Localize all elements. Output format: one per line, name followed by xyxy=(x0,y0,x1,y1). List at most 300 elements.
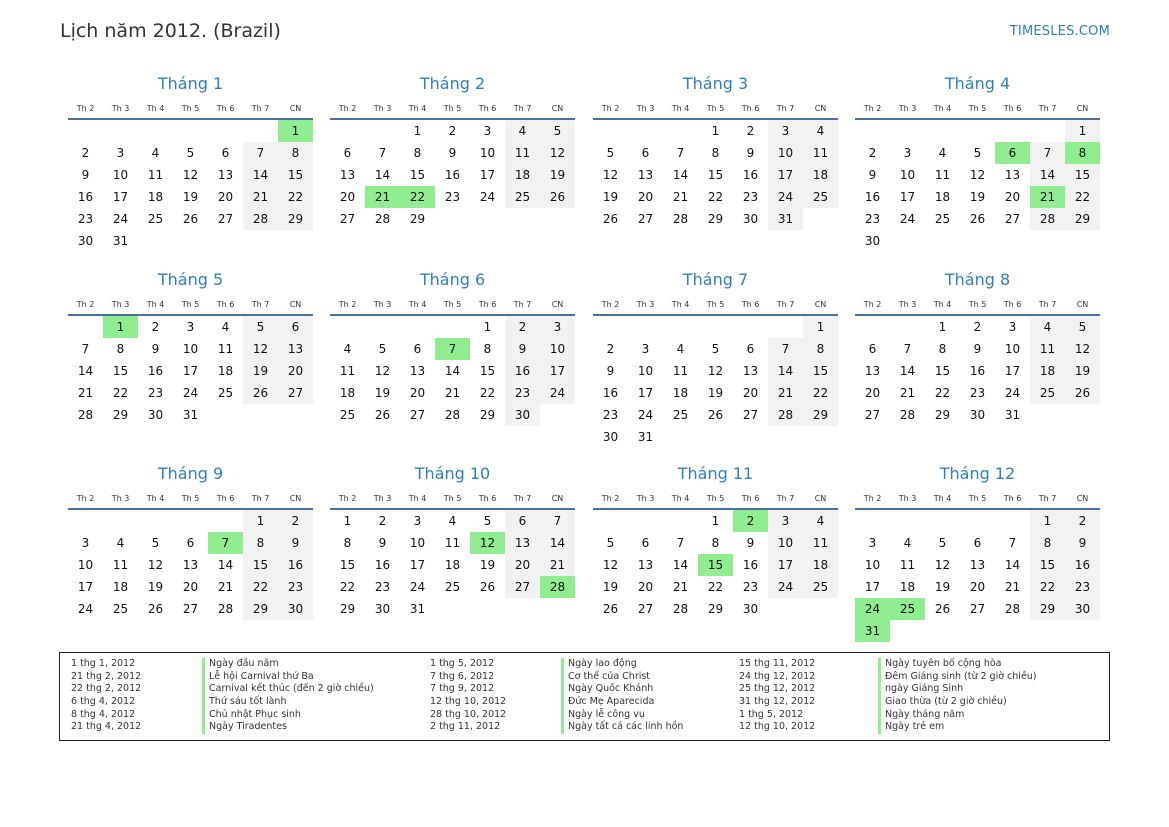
month-title: Tháng 5 xyxy=(157,270,224,289)
day-cell: 15 xyxy=(1030,554,1065,576)
month-title: Tháng 6 xyxy=(419,270,486,289)
day-cell: 5 xyxy=(540,120,575,142)
day-cell: 26 xyxy=(540,186,575,208)
day-grid xyxy=(68,510,313,646)
weekday-label: Th 5 xyxy=(706,300,725,309)
legend-date: 25 thg 12, 2012 xyxy=(739,683,816,695)
day-cell: 18 xyxy=(444,558,461,572)
weekday-label: Th 4 xyxy=(671,300,690,309)
brand-link[interactable]: TIMESLES.COM xyxy=(1009,24,1110,39)
day-cell: 7 xyxy=(676,536,685,550)
weekday-label: Th 7 xyxy=(1038,494,1057,503)
day-cell: 25 xyxy=(934,212,951,226)
day-cell: 7 xyxy=(1008,536,1017,550)
day-cell: 26 xyxy=(182,212,199,226)
day-cell: 8 xyxy=(278,142,313,164)
day-cell: 15 xyxy=(479,364,496,378)
day-cell: 30 xyxy=(742,602,759,616)
day-cell: 24 xyxy=(540,382,575,404)
page-title: Lịch năm 2012. (Brazil) xyxy=(60,20,281,42)
day-cell: 8 xyxy=(803,338,838,360)
day-cell: 11 xyxy=(934,168,951,182)
weekday-label: Th 7 xyxy=(776,300,795,309)
weekday-label: Th 4 xyxy=(671,104,690,113)
day-cell: 19 xyxy=(707,386,724,400)
day-cell: 26 xyxy=(602,212,619,226)
holiday-day-cell: 1 xyxy=(278,120,313,142)
day-cell: 16 xyxy=(374,558,391,572)
day-cell: 5 xyxy=(378,342,387,356)
day-cell: 20 xyxy=(864,386,881,400)
day-cell: 16 xyxy=(602,386,619,400)
day-cell: 7 xyxy=(676,146,685,160)
day-grid xyxy=(593,120,838,256)
weekday-label: Th 7 xyxy=(513,104,532,113)
day-cell: 5 xyxy=(606,536,615,550)
day-cell: 1 xyxy=(1065,120,1100,142)
day-cell: 22 xyxy=(707,580,724,594)
holiday-day-cell: 28 xyxy=(540,576,575,598)
day-cell: 28 xyxy=(768,404,803,426)
day-cell: 22 xyxy=(934,386,951,400)
weekday-header xyxy=(68,494,313,506)
day-cell: 2 xyxy=(448,124,457,138)
day-cell: 10 xyxy=(864,558,881,572)
day-cell: 14 xyxy=(243,164,278,186)
legend-holiday-name: Thứ sáu tốt lành xyxy=(202,696,374,709)
weekday-label: Th 2 xyxy=(76,494,95,503)
day-cell: 15 xyxy=(278,164,313,186)
holiday-day-cell: 25 xyxy=(890,598,925,620)
day-cell: 20 xyxy=(1004,190,1021,204)
legend-holiday-name: Giao thừa (từ 2 giờ chiều) xyxy=(878,696,1037,709)
day-cell: 15 xyxy=(112,364,129,378)
day-cell: 2 xyxy=(278,510,313,532)
day-cell: 1 xyxy=(243,510,278,532)
day-cell: 17 xyxy=(479,168,496,182)
day-cell: 13 xyxy=(217,168,234,182)
holiday-legend xyxy=(59,652,1110,741)
day-cell: 14 xyxy=(77,364,94,378)
day-cell: 30 xyxy=(602,430,619,444)
weekday-label: Th 6 xyxy=(1003,104,1022,113)
day-cell: 30 xyxy=(864,234,881,248)
day-cell: 10 xyxy=(479,146,496,160)
day-cell: 6 xyxy=(641,536,650,550)
day-cell: 7 xyxy=(243,142,278,164)
day-cell: 19 xyxy=(479,558,496,572)
month-title: Tháng 1 xyxy=(157,74,224,93)
day-cell: 6 xyxy=(413,342,422,356)
weekday-label: Th 7 xyxy=(513,494,532,503)
day-cell: 11 xyxy=(147,168,164,182)
weekday-header xyxy=(855,300,1100,312)
day-cell: 17 xyxy=(540,360,575,382)
day-cell: 13 xyxy=(742,364,759,378)
day-cell: 8 xyxy=(711,146,720,160)
weekday-label: Th 3 xyxy=(111,494,130,503)
day-cell: 12 xyxy=(374,364,391,378)
day-cell: 3 xyxy=(768,120,803,142)
day-cell: 21 xyxy=(217,580,234,594)
legend-date: 7 thg 9, 2012 xyxy=(430,683,495,695)
day-cell: 22 xyxy=(803,382,838,404)
day-cell: 8 xyxy=(1030,532,1065,554)
holiday-day-cell: 22 xyxy=(400,186,435,208)
day-cell: 2 xyxy=(973,320,982,334)
day-cell: 25 xyxy=(803,576,838,598)
day-cell: 20 xyxy=(742,386,759,400)
legend-holiday-name: Ngày tất cả các linh hồn xyxy=(561,721,683,734)
day-cell: 17 xyxy=(409,558,426,572)
day-cell: 28 xyxy=(217,602,234,616)
day-cell: 29 xyxy=(243,598,278,620)
weekday-label: Th 7 xyxy=(251,300,270,309)
day-cell: 19 xyxy=(147,580,164,594)
weekday-label: Th 3 xyxy=(898,494,917,503)
day-cell: 27 xyxy=(278,382,313,404)
holiday-day-cell: 8 xyxy=(1065,142,1100,164)
weekday-label: Th 6 xyxy=(741,104,760,113)
legend-names-col-1 xyxy=(202,658,374,734)
day-cell: 13 xyxy=(339,168,356,182)
day-cell: 6 xyxy=(868,342,877,356)
month-title: Tháng 10 xyxy=(414,464,491,483)
day-cell: 18 xyxy=(899,580,916,594)
day-cell: 24 xyxy=(479,190,496,204)
legend-holiday-name: Ngày lao động xyxy=(561,658,683,671)
day-cell: 6 xyxy=(343,146,352,160)
day-cell: 7 xyxy=(903,342,912,356)
day-cell: 21 xyxy=(444,386,461,400)
weekday-label: Th 7 xyxy=(776,494,795,503)
weekday-label: Th 2 xyxy=(76,104,95,113)
day-cell: 29 xyxy=(803,404,838,426)
legend-date: 21 thg 4, 2012 xyxy=(71,721,142,733)
weekday-label: Th 5 xyxy=(181,300,200,309)
day-cell: 1 xyxy=(803,316,838,338)
legend-holiday-name: Ngày Quốc Khánh xyxy=(561,683,683,696)
day-cell: 11 xyxy=(1030,338,1065,360)
day-cell: 12 xyxy=(707,364,724,378)
day-cell: 5 xyxy=(243,316,278,338)
day-cell: 14 xyxy=(374,168,391,182)
weekday-label: CN xyxy=(289,494,302,503)
weekday-label: Th 3 xyxy=(373,104,392,113)
day-cell: 30 xyxy=(742,212,759,226)
day-cell: 1 xyxy=(711,124,720,138)
day-cell: 27 xyxy=(1004,212,1021,226)
day-cell: 10 xyxy=(637,364,654,378)
day-cell: 5 xyxy=(973,146,982,160)
day-cell: 16 xyxy=(1065,554,1100,576)
day-cell: 12 xyxy=(969,168,986,182)
day-cell: 13 xyxy=(1004,168,1021,182)
day-cell: 14 xyxy=(444,364,461,378)
day-cell: 20 xyxy=(637,190,654,204)
weekday-label: Th 3 xyxy=(111,300,130,309)
weekday-label: Th 4 xyxy=(933,300,952,309)
weekday-label: Th 2 xyxy=(863,104,882,113)
day-cell: 15 xyxy=(339,558,356,572)
day-cell: 4 xyxy=(151,146,160,160)
weekday-label: Th 4 xyxy=(408,104,427,113)
day-cell: 5 xyxy=(1065,316,1100,338)
day-cell: 13 xyxy=(969,558,986,572)
day-cell: 6 xyxy=(973,536,982,550)
day-cell: 5 xyxy=(938,536,947,550)
weekday-label: CN xyxy=(551,104,564,113)
day-grid xyxy=(68,316,313,452)
day-cell: 14 xyxy=(768,360,803,382)
legend-date: 22 thg 2, 2012 xyxy=(71,683,142,695)
day-cell: 6 xyxy=(746,342,755,356)
day-cell: 30 xyxy=(969,408,986,422)
day-cell: 19 xyxy=(540,164,575,186)
weekday-label: Th 2 xyxy=(863,300,882,309)
weekday-label: Th 3 xyxy=(636,494,655,503)
day-cell: 18 xyxy=(934,190,951,204)
day-cell: 20 xyxy=(505,554,540,576)
day-cell: 14 xyxy=(672,168,689,182)
day-cell: 26 xyxy=(934,602,951,616)
day-cell: 17 xyxy=(768,164,803,186)
legend-holiday-name: Đêm Giáng sinh (từ 2 giờ chiều) xyxy=(878,671,1037,684)
day-cell: 19 xyxy=(374,386,391,400)
day-cell: 3 xyxy=(768,510,803,532)
day-cell: 25 xyxy=(505,186,540,208)
day-cell: 11 xyxy=(803,532,838,554)
day-cell: 12 xyxy=(934,558,951,572)
day-cell: 8 xyxy=(413,146,422,160)
weekday-header xyxy=(330,300,575,312)
day-grid xyxy=(593,510,838,646)
day-cell: 3 xyxy=(483,124,492,138)
legend-holiday-name: Ngày đầu năm xyxy=(202,658,374,671)
day-cell: 24 xyxy=(1004,386,1021,400)
day-cell: 22 xyxy=(707,190,724,204)
day-cell: 4 xyxy=(221,320,230,334)
day-cell: 18 xyxy=(147,190,164,204)
weekday-header xyxy=(330,494,575,506)
holiday-day-cell: 31 xyxy=(855,620,890,642)
day-cell: 19 xyxy=(243,360,278,382)
day-cell: 1 xyxy=(413,124,422,138)
day-cell: 2 xyxy=(505,316,540,338)
day-cell: 26 xyxy=(707,408,724,422)
day-cell: 2 xyxy=(151,320,160,334)
weekday-label: Th 5 xyxy=(706,494,725,503)
day-cell: 23 xyxy=(602,408,619,422)
day-cell: 20 xyxy=(182,580,199,594)
day-cell: 29 xyxy=(707,212,724,226)
day-cell: 27 xyxy=(637,212,654,226)
day-cell: 9 xyxy=(606,364,615,378)
day-cell: 20 xyxy=(278,360,313,382)
day-cell: 21 xyxy=(672,190,689,204)
day-cell: 8 xyxy=(343,536,352,550)
legend-holiday-name: Đức Mẹ Aparecida xyxy=(561,696,683,709)
day-cell: 21 xyxy=(77,386,94,400)
day-cell: 9 xyxy=(746,146,755,160)
weekday-label: CN xyxy=(814,104,827,113)
day-cell: 29 xyxy=(339,602,356,616)
day-cell: 23 xyxy=(742,190,759,204)
weekday-label: Th 6 xyxy=(741,300,760,309)
weekday-label: Th 2 xyxy=(338,300,357,309)
day-cell: 7 xyxy=(81,342,90,356)
weekday-label: Th 7 xyxy=(251,104,270,113)
day-cell: 30 xyxy=(147,408,164,422)
day-cell: 16 xyxy=(444,168,461,182)
weekday-label: Th 2 xyxy=(601,300,620,309)
weekday-header xyxy=(68,300,313,312)
day-cell: 10 xyxy=(409,536,426,550)
day-cell: 16 xyxy=(505,360,540,382)
day-cell: 5 xyxy=(711,342,720,356)
day-cell: 6 xyxy=(505,510,540,532)
day-cell: 8 xyxy=(116,342,125,356)
day-cell: 22 xyxy=(479,386,496,400)
day-grid xyxy=(330,316,575,452)
legend-date: 1 thg 5, 2012 xyxy=(430,658,495,669)
legend-date: 7 thg 6, 2012 xyxy=(430,670,495,682)
day-cell: 16 xyxy=(742,558,759,572)
day-cell: 3 xyxy=(1008,320,1017,334)
legend-dates-col-2 xyxy=(430,658,506,734)
day-cell: 21 xyxy=(1004,580,1021,594)
day-cell: 3 xyxy=(116,146,125,160)
weekday-label: Th 3 xyxy=(373,494,392,503)
day-cell: 26 xyxy=(1065,382,1100,404)
weekday-label: Th 4 xyxy=(933,494,952,503)
day-cell: 22 xyxy=(1065,186,1100,208)
day-cell: 6 xyxy=(278,316,313,338)
day-cell: 19 xyxy=(969,190,986,204)
legend-date: 12 thg 10, 2012 xyxy=(430,696,507,708)
day-cell: 26 xyxy=(969,212,986,226)
weekday-label: CN xyxy=(814,494,827,503)
day-cell: 28 xyxy=(672,212,689,226)
day-cell: 27 xyxy=(182,602,199,616)
weekday-label: Th 2 xyxy=(338,494,357,503)
day-cell: 31 xyxy=(1004,408,1021,422)
day-cell: 9 xyxy=(973,342,982,356)
day-cell: 3 xyxy=(641,342,650,356)
day-cell: 9 xyxy=(278,532,313,554)
day-cell: 28 xyxy=(1030,208,1065,230)
day-grid xyxy=(855,316,1100,452)
weekday-label: Th 7 xyxy=(1038,104,1057,113)
day-cell: 11 xyxy=(505,142,540,164)
weekday-label: CN xyxy=(289,300,302,309)
day-cell: 21 xyxy=(899,386,916,400)
day-cell: 27 xyxy=(637,602,654,616)
day-cell: 23 xyxy=(969,386,986,400)
day-cell: 4 xyxy=(505,120,540,142)
day-cell: 4 xyxy=(343,342,352,356)
day-cell: 15 xyxy=(803,360,838,382)
day-cell: 2 xyxy=(868,146,877,160)
weekday-label: CN xyxy=(551,300,564,309)
holiday-day-cell: 2 xyxy=(733,510,768,532)
weekday-label: Th 4 xyxy=(146,494,165,503)
day-cell: 7 xyxy=(378,146,387,160)
weekday-label: Th 6 xyxy=(1003,300,1022,309)
day-cell: 18 xyxy=(672,386,689,400)
day-cell: 26 xyxy=(243,382,278,404)
legend-date: 1 thg 5, 2012 xyxy=(739,708,804,720)
day-cell: 11 xyxy=(672,364,689,378)
day-cell: 29 xyxy=(112,408,129,422)
day-cell: 28 xyxy=(77,408,94,422)
day-cell: 26 xyxy=(374,408,391,422)
weekday-label: Th 6 xyxy=(478,300,497,309)
day-grid xyxy=(855,120,1100,256)
month-title: Tháng 4 xyxy=(944,74,1011,93)
weekday-header xyxy=(593,104,838,116)
day-cell: 24 xyxy=(182,386,199,400)
day-cell: 4 xyxy=(448,514,457,528)
day-cell: 10 xyxy=(768,532,803,554)
day-cell: 18 xyxy=(803,554,838,576)
day-cell: 30 xyxy=(278,598,313,620)
weekday-label: CN xyxy=(1076,300,1089,309)
day-cell: 18 xyxy=(803,164,838,186)
weekday-label: Th 6 xyxy=(741,494,760,503)
day-cell: 26 xyxy=(479,580,496,594)
day-cell: 19 xyxy=(934,580,951,594)
day-cell: 1 xyxy=(711,514,720,528)
day-cell: 4 xyxy=(938,146,947,160)
weekday-label: Th 6 xyxy=(478,104,497,113)
day-cell: 7 xyxy=(1030,142,1065,164)
day-cell: 30 xyxy=(1065,598,1100,620)
day-cell: 24 xyxy=(112,212,129,226)
day-cell: 11 xyxy=(444,536,461,550)
legend-date: 8 thg 4, 2012 xyxy=(71,708,136,720)
legend-holiday-name: ngày Giáng Sinh xyxy=(878,683,1037,696)
day-cell: 29 xyxy=(479,408,496,422)
weekday-label: Th 4 xyxy=(408,494,427,503)
day-cell: 25 xyxy=(217,386,234,400)
day-cell: 23 xyxy=(444,190,461,204)
day-cell: 29 xyxy=(409,212,426,226)
day-cell: 23 xyxy=(374,580,391,594)
legend-dates-col-1 xyxy=(71,658,141,734)
legend-date: 24 thg 12, 2012 xyxy=(739,670,816,682)
day-cell: 25 xyxy=(147,212,164,226)
holiday-day-cell: 15 xyxy=(698,554,733,576)
day-cell: 22 xyxy=(1030,576,1065,598)
day-cell: 6 xyxy=(221,146,230,160)
day-cell: 23 xyxy=(864,212,881,226)
day-cell: 31 xyxy=(112,234,129,248)
day-cell: 31 xyxy=(409,602,426,616)
day-cell: 9 xyxy=(1065,532,1100,554)
day-cell: 17 xyxy=(637,386,654,400)
day-cell: 15 xyxy=(409,168,426,182)
weekday-label: Th 5 xyxy=(968,300,987,309)
day-cell: 5 xyxy=(186,146,195,160)
day-cell: 2 xyxy=(81,146,90,160)
weekday-label: Th 6 xyxy=(478,494,497,503)
weekday-label: Th 2 xyxy=(601,494,620,503)
month-title: Tháng 9 xyxy=(157,464,224,483)
day-cell: 17 xyxy=(112,190,129,204)
day-cell: 24 xyxy=(899,212,916,226)
legend-names-col-3 xyxy=(878,658,1037,734)
